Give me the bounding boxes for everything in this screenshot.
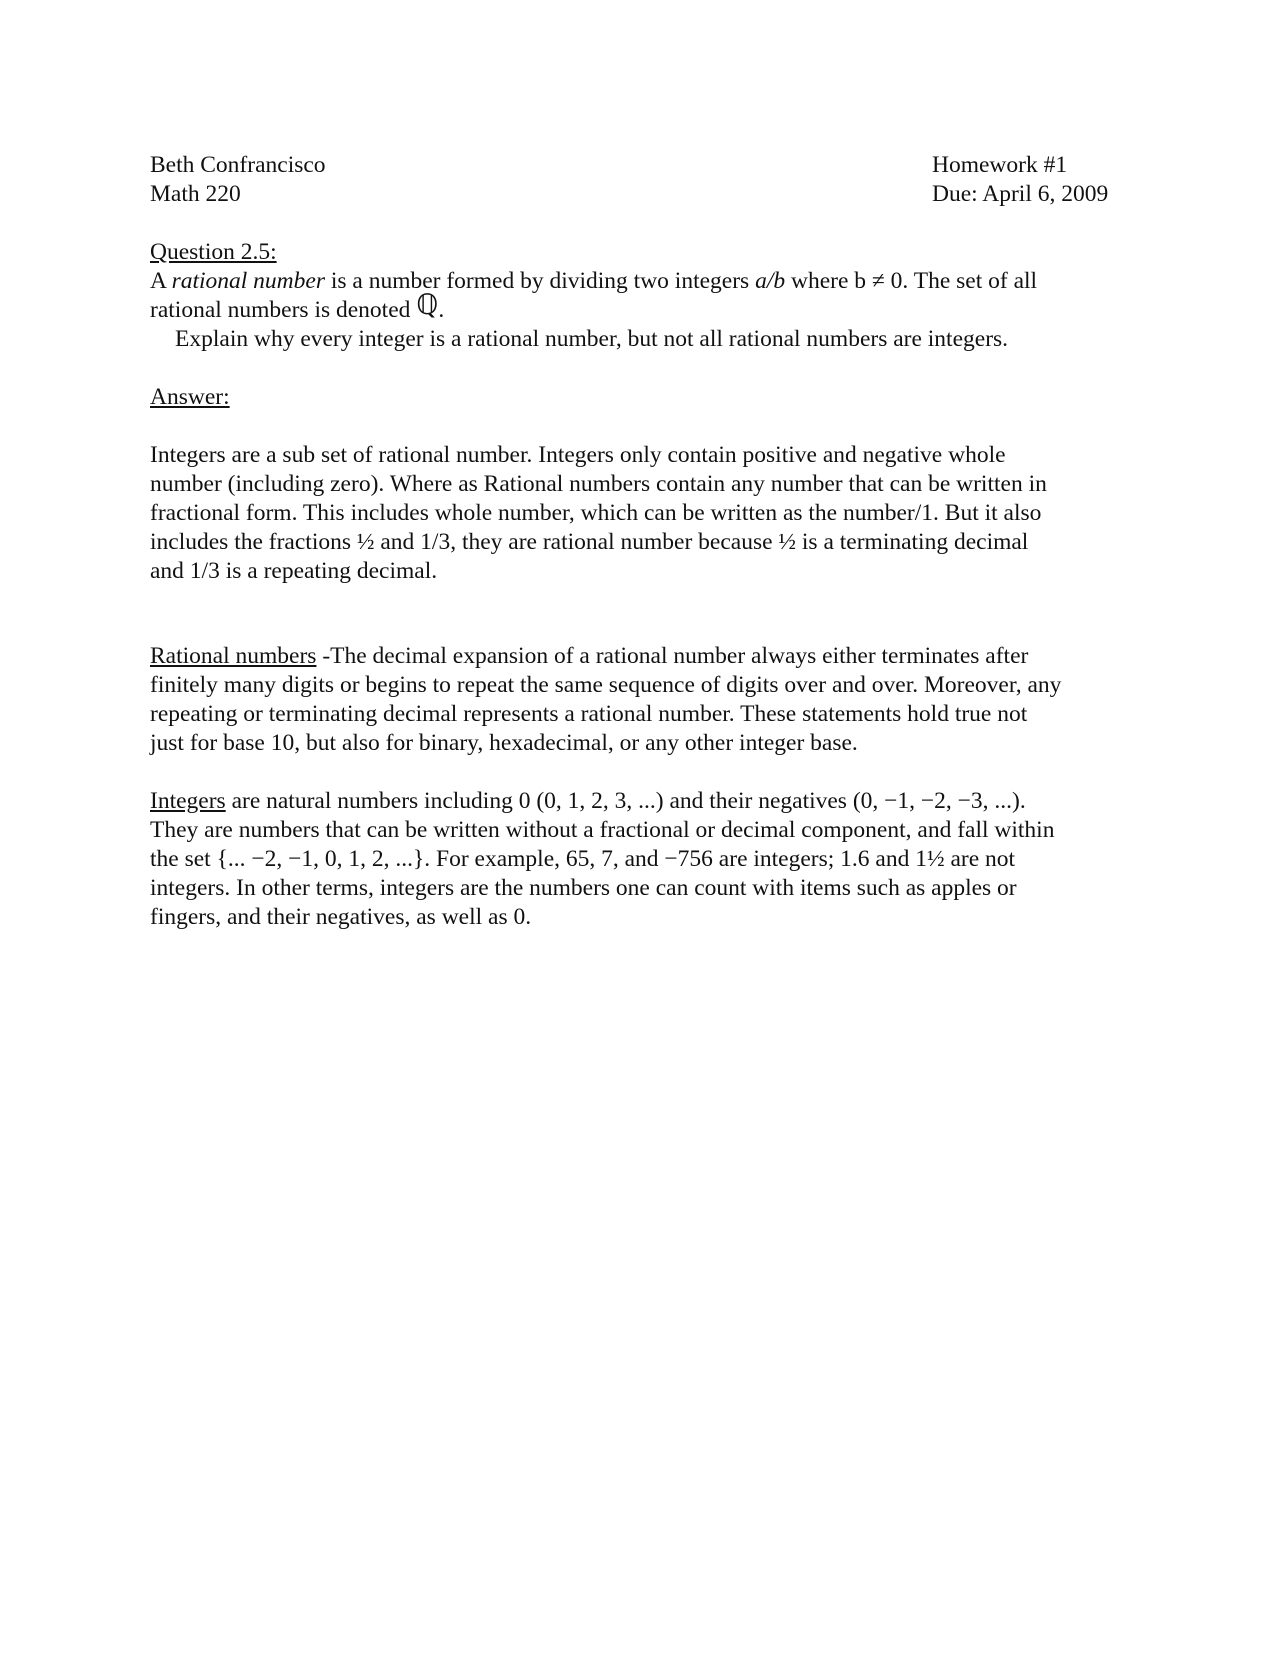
student-name: Beth Confrancisco [150,152,326,178]
course-name: Math 220 [150,181,241,207]
integers-line: They are numbers that can be written without a fractional or decimal component, and fall within [150,817,1055,843]
rational-text: -The decimal expansion of a rational number always either terminates after [316,643,1029,669]
answer-label: Answer: [150,384,230,410]
question-text: where b ≠ 0. The set of all [785,268,1038,294]
question-text: A [150,268,172,294]
answer-line: fractional form. This includes whole number, which can be written as the number/1. But it also [150,500,1042,526]
rational-numbers-term: Rational numbers [150,643,317,669]
fraction-a-over-b: a/b [755,268,786,294]
integers-text: are natural numbers including 0 (0, 1, 2, 3, ...) and their negatives (0, −1, −2, −3, ...). [225,788,1026,814]
answer-line: number (including zero). Where as Rational numbers contain any number that can be written in [150,471,1047,497]
question-line-1 [150,267,1130,296]
integers-line: the set {... −2, −1, 0, 1, 2, ...}. For example, 65, 7, and −756 are integers; 1.6 and 1½ are not [150,846,1016,872]
header-left [150,151,326,209]
rational-line: finitely many digits or begins to repeat the same sequence of digits over and over. Moreover, any [150,672,1062,698]
header [150,151,1130,209]
answer-paragraph [150,441,1130,586]
rational-line [150,642,1130,671]
answer-section [150,383,1130,586]
question-text: . [438,297,445,323]
question-text: rational numbers is denoted [150,297,417,323]
integers-line: fingers, and their negatives, as well as 0. [150,904,532,930]
integers-term: Integers [150,788,226,814]
integers-line: integers. In other terms, integers are the numbers one can count with items such as apples or [150,875,1017,901]
question-line-2 [150,288,1130,325]
answer-line: and 1/3 is a repeating decimal. [150,558,438,584]
integers-line [150,787,1130,816]
rational-number-term: rational number [171,268,325,294]
question-section [150,238,1130,354]
question-label: Question 2.5: [150,239,277,265]
assignment-title: Homework #1 [932,152,1068,178]
due-date: Due: April 6, 2009 [932,181,1109,207]
integers-section [150,787,1130,932]
answer-line: Integers are a sub set of rational number. Integers only contain positive and negative whole [150,442,1006,468]
rational-line: repeating or terminating decimal represents a rational number. These statements hold true not [150,701,1028,727]
rational-line: just for base 10, but also for binary, hexadecimal, or any other integer base. [150,730,858,756]
rational-set-symbol: ℚ [416,288,439,321]
header-right [932,151,1130,209]
document-page [150,151,1130,932]
question-text: is a number formed by dividing two integers [324,268,756,294]
answer-line: includes the fractions ½ and 1/3, they are rational number because ½ is a terminating decimal [150,529,1029,555]
question-prompt: Explain why every integer is a rational number, but not all rational numbers are integers. [175,326,1009,352]
rational-numbers-section [150,642,1130,758]
